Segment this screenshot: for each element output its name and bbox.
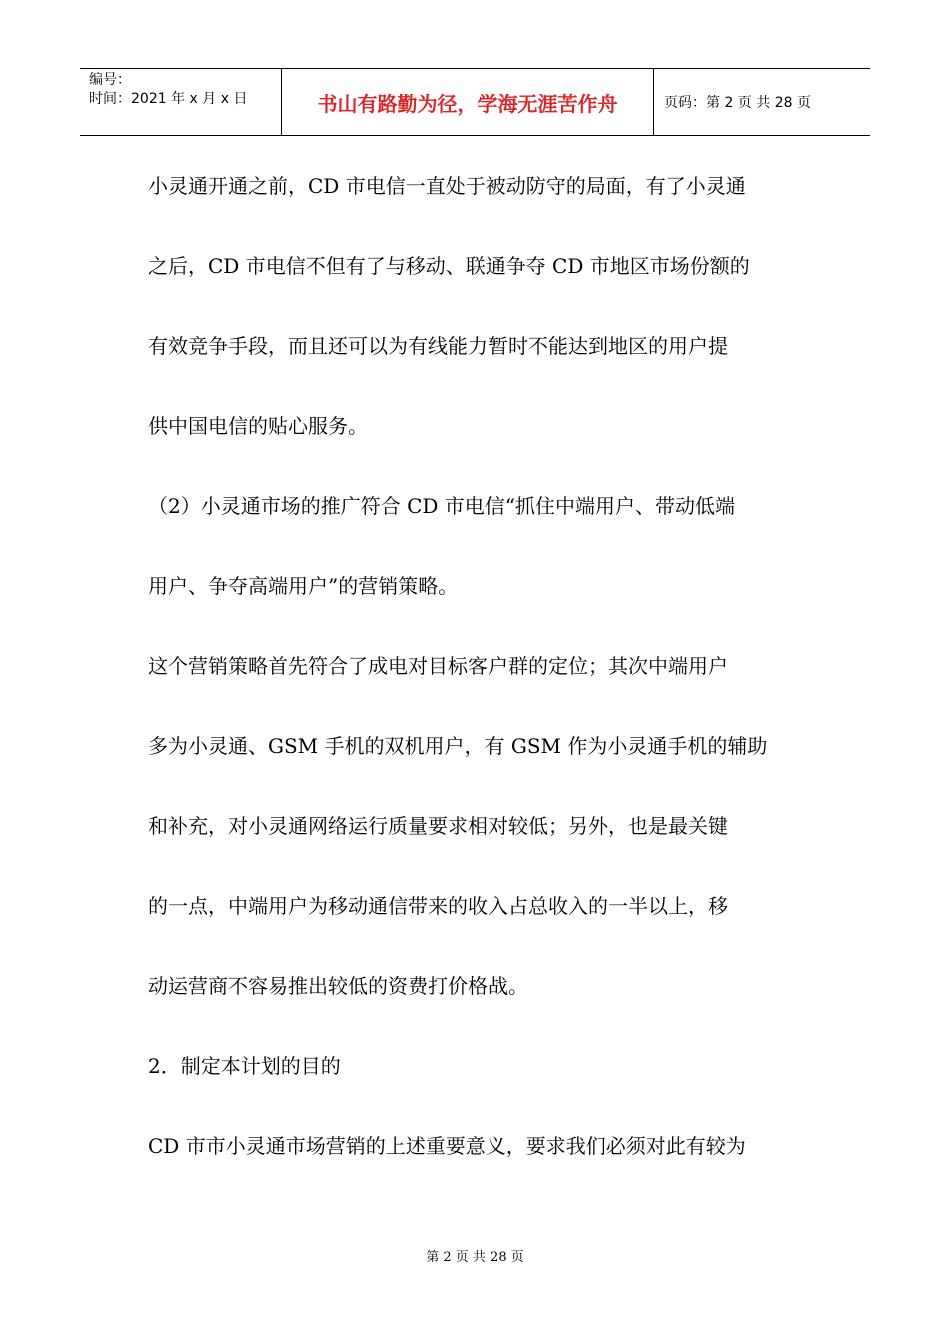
section-heading: 2．制定本计划的目的 <box>148 1054 341 1078</box>
document-body <box>148 160 808 1200</box>
body-line: 多为小灵通、GSM 手机的双机用户，有 GSM 作为小灵通手机的辅助 <box>148 734 768 758</box>
document-number-label: 编号： <box>89 72 131 88</box>
body-line: 有效竞争手段，而且还可以为有线能力暂时不能达到地区的用户提 <box>148 334 728 358</box>
body-line: 之后，CD 市电信不但有了与移动、联通争夺 CD 市地区市场份额的 <box>148 254 750 278</box>
body-line: 的一点，中端用户为移动通信带来的收入占总收入的一半以上，移 <box>148 894 728 918</box>
body-line: 供中国电信的贴心服务。 <box>148 414 368 438</box>
header-motto: 书山有路勤为径，学海无涯苦作舟 <box>282 69 654 135</box>
body-line: 用户、争夺高端用户”的营销策略。 <box>148 574 459 598</box>
body-line: 这个营销策略首先符合了成电对目标客户群的定位；其次中端用户 <box>148 654 728 678</box>
document-time-label: 时间：2021 年 x 月 x 日 <box>89 91 248 107</box>
header-meta-cell <box>80 69 282 135</box>
header-page-info: 页码：第 2 页 共 28 页 <box>664 95 811 111</box>
body-line: CD 市市小灵通市场营销的上述重要意义，要求我们必须对此有较为 <box>148 1134 746 1158</box>
body-line: 动运营商不容易推出较低的资费打价格战。 <box>148 974 528 998</box>
body-line: （2）小灵通市场的推广符合 CD 市电信“抓住中端用户、带动低端 <box>148 494 736 518</box>
body-line: 小灵通开通之前，CD 市电信一直处于被动防守的局面，有了小灵通 <box>148 174 746 198</box>
body-line: 和补充，对小灵通网络运行质量要求相对较低；另外，也是最关键 <box>148 814 728 838</box>
page-footer: 第 2 页 共 28 页 <box>426 1250 524 1265</box>
header-table <box>80 68 870 136</box>
